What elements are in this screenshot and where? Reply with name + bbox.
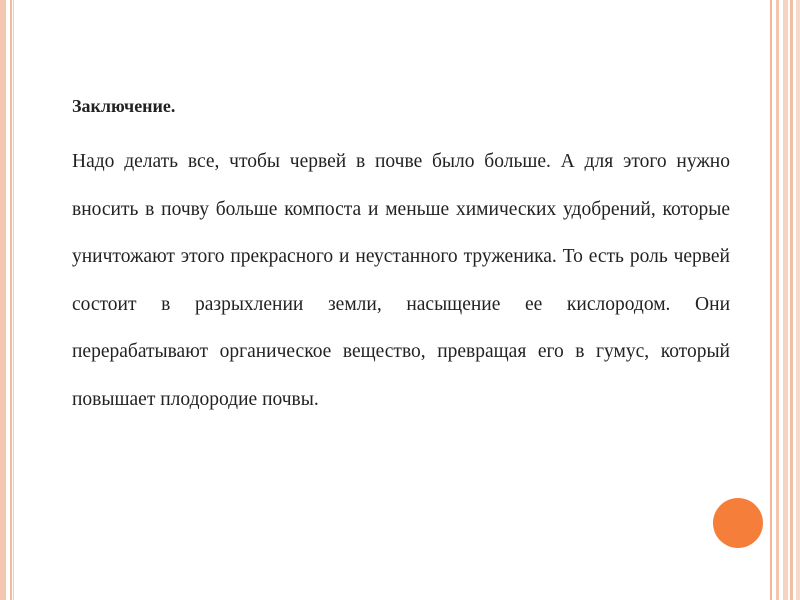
left-decorative-stripe	[0, 0, 6, 600]
slide-body-text: Надо делать все, чтобы червей в почве было больше. А для этого нужно вносить в почву больше компоста и меньше химических удобрений, которые уничтожают этого прекрасного и неустанного труженика. То есть роль червей состоит в разрыхлении земли, насыщение ее кислородом. Они перерабатывают органическое вещество, превращая его в гумус, который повышает плодородие почвы.	[72, 151, 740, 410]
right-decorative-stripe	[783, 0, 788, 600]
right-decorative-stripe	[790, 0, 793, 600]
right-decorative-stripe	[776, 0, 779, 600]
left-decorative-stripe	[10, 0, 12, 600]
orange-circle-decoration	[713, 498, 763, 548]
slide-title: Заключение.	[72, 96, 176, 116]
right-decorative-stripe	[796, 0, 800, 600]
slide-content	[72, 92, 740, 423]
right-decorative-stripe	[770, 0, 772, 600]
left-decorative-stripe	[13, 0, 14, 600]
